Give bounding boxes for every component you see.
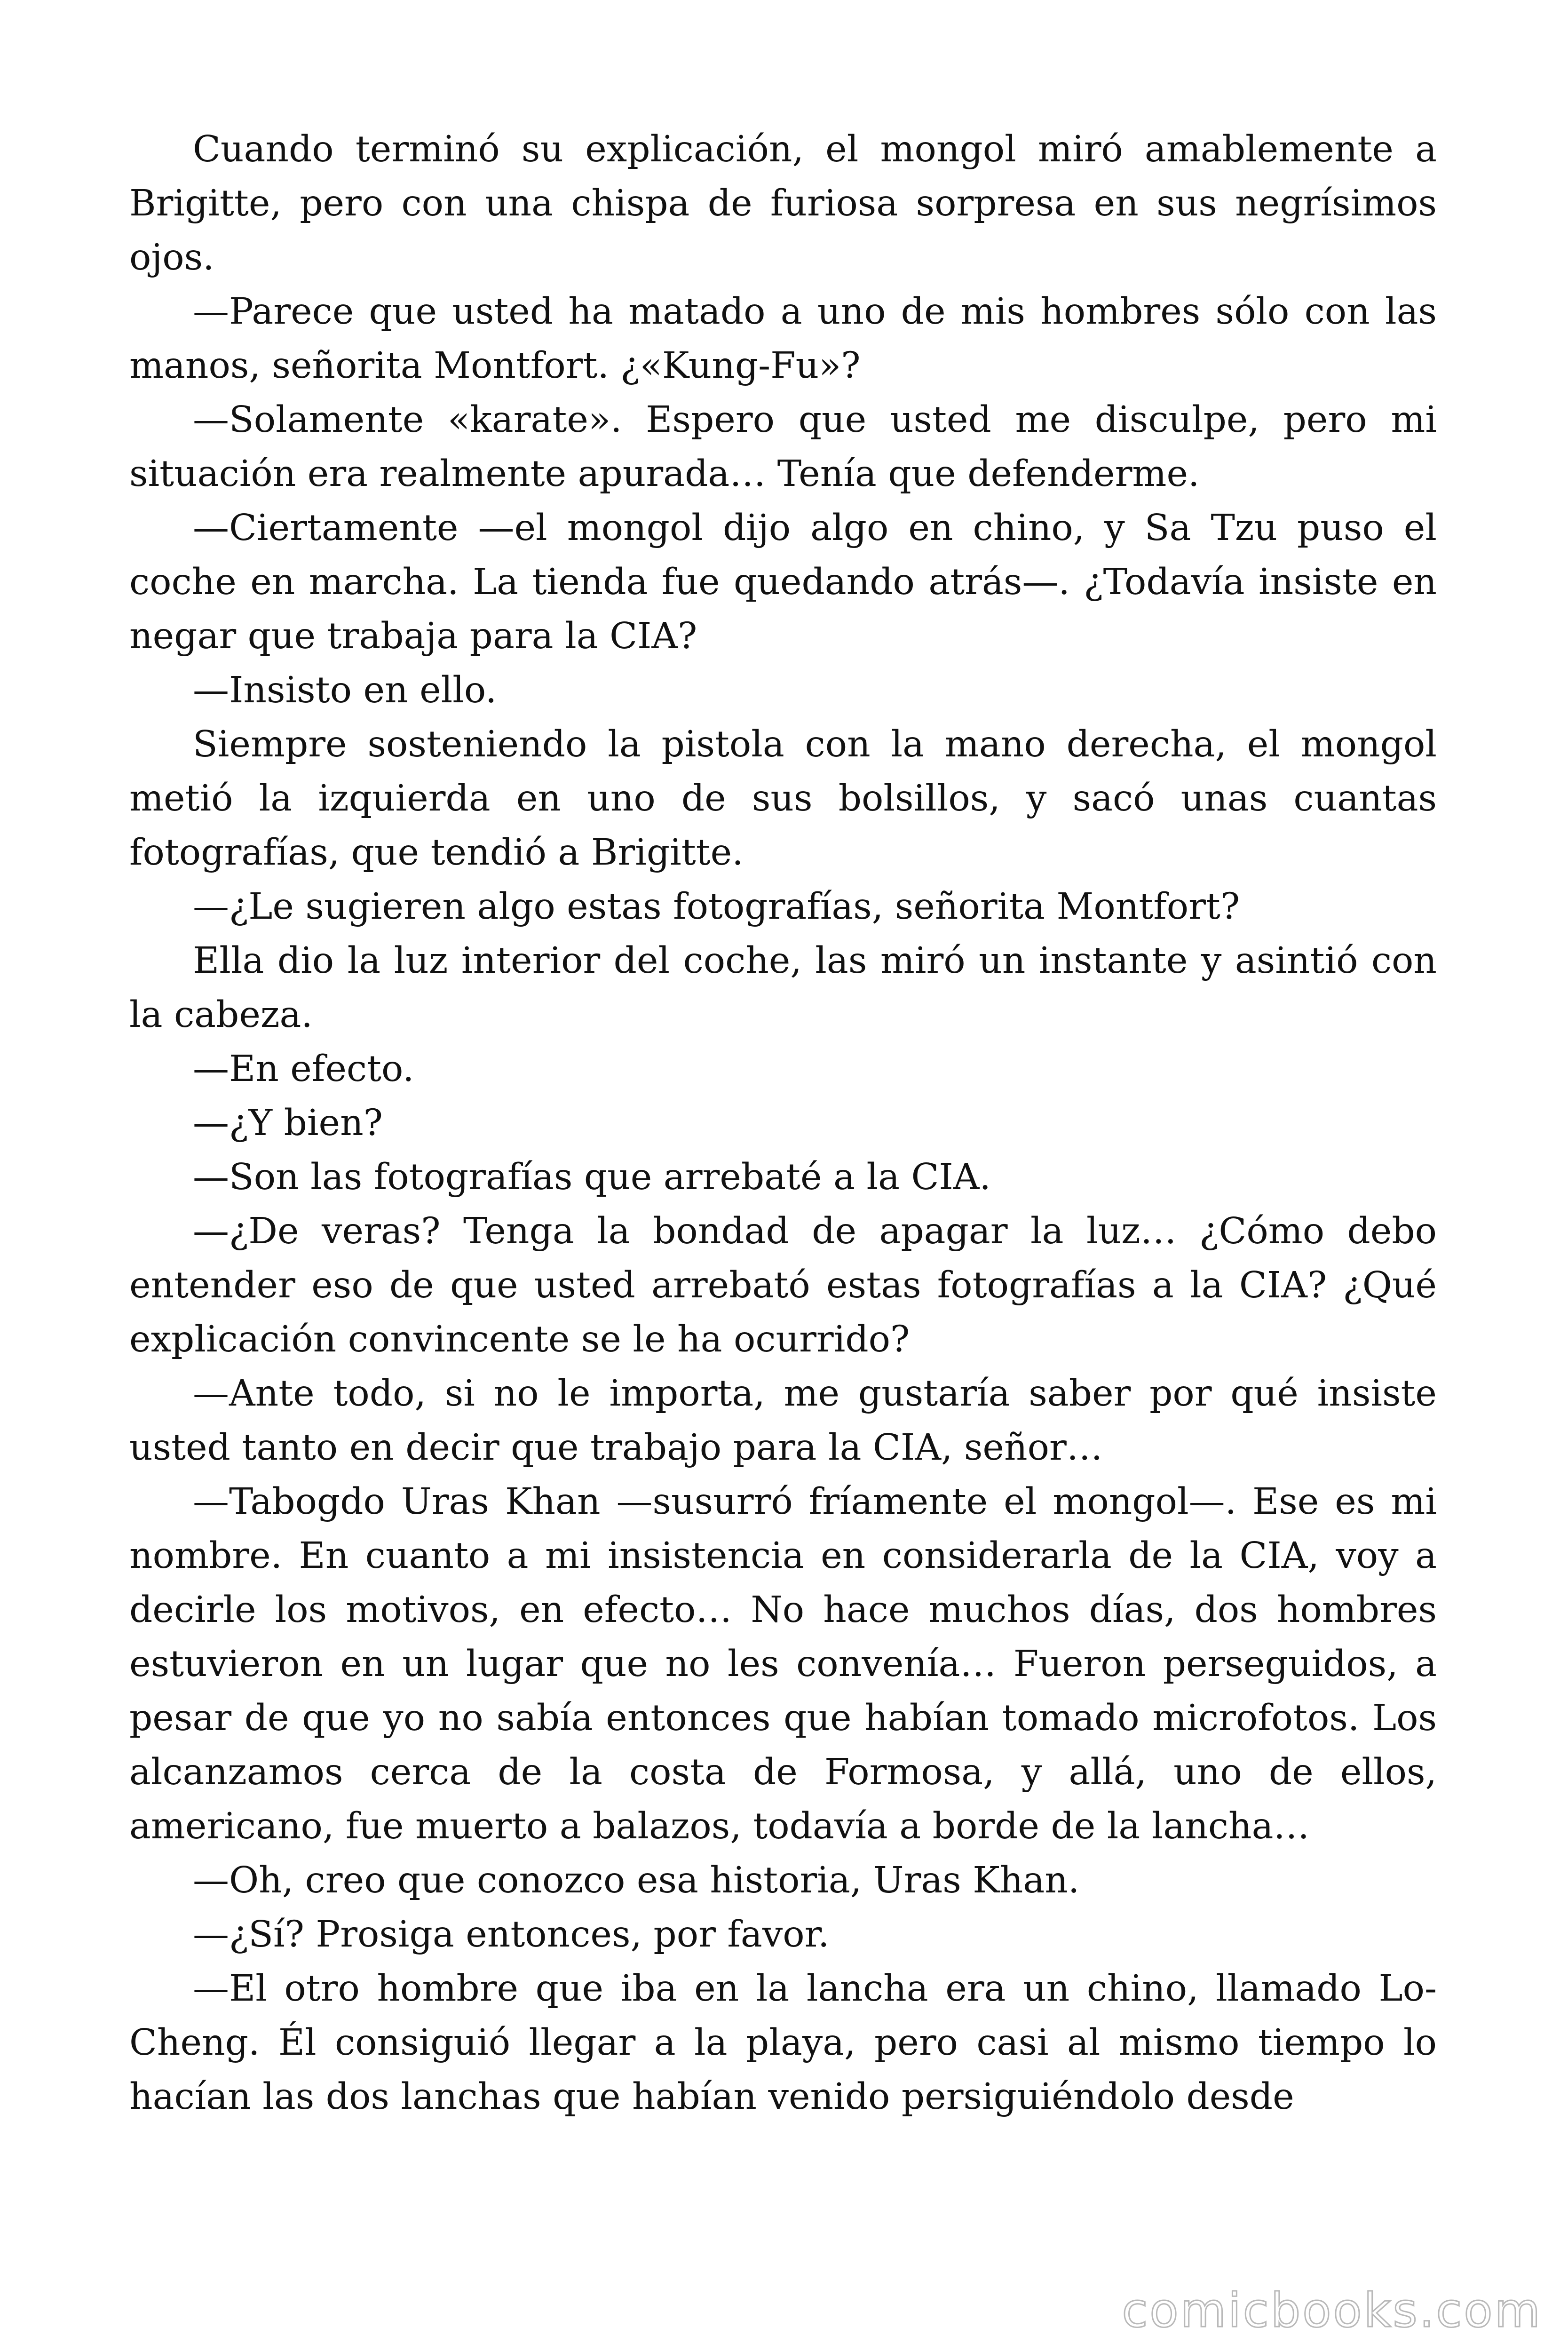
watermark: comicbooks.com xyxy=(1122,2283,1542,2338)
paragraph: —Ante todo, si no le importa, me gustaría saber por qué insiste usted tanto en decir que trabajo para la CIA, señor… xyxy=(129,1373,1437,1469)
paragraph: —Son las fotografías que arrebaté a la CIA. xyxy=(193,1156,991,1198)
paragraph: —¿De veras? Tenga la bondad de apagar la luz… ¿Cómo debo entender eso de que usted arrebató estas fotografías a la CIA? ¿Qué explicación convincente se le ha ocurrido? xyxy=(129,1210,1437,1360)
paragraph: Cuando terminó su explicación, el mongol miró amablemente a Brigitte, pero con una chispa de furiosa sorpresa en sus negrísimos ojos. xyxy=(129,128,1437,278)
paragraph: —Oh, creo que conozco esa historia, Uras Khan. xyxy=(193,1859,1080,1901)
paragraph: —¿Le sugieren algo estas fotografías, señorita Montfort? xyxy=(193,886,1240,928)
paragraph: —En efecto. xyxy=(193,1048,414,1090)
paragraph: —Solamente «karate». Espero que usted me disculpe, pero mi situación era realmente apurada… Tenía que defenderme. xyxy=(129,399,1437,495)
paragraph: —Insisto en ello. xyxy=(193,669,497,711)
paragraph: —El otro hombre que iba en la lancha era un chino, llamado Lo-Cheng. Él consiguió llegar a la playa, pero casi al mismo tiempo lo hacían las dos lanchas que habían venido persiguiéndolo desde xyxy=(129,1968,1437,2118)
paragraph: —¿Y bien? xyxy=(193,1102,383,1144)
paragraph: Ella dio la luz interior del coche, las miró un instante y asintió con la cabeza. xyxy=(129,940,1437,1036)
paragraph: —Tabogdo Uras Khan —susurró fríamente el mongol—. Ese es mi nombre. En cuanto a mi insistencia en considerarla de la CIA, voy a decirle los motivos, en efecto… No hace muchos días, dos hombres estuvieron en un lugar que no les convenía… Fueron perseguidos, a pesar de que yo no sabía entonces que habían tomado microfotos. Los alcanzamos cerca de la costa de Formosa, y allá, uno de ellos, americano, fue muerto a balazos, todavía a borde de la lancha… xyxy=(129,1481,1437,1847)
paragraph: Siempre sosteniendo la pistola con la mano derecha, el mongol metió la izquierda en uno de sus bolsillos, y sacó unas cuantas fotografías, que tendió a Brigitte. xyxy=(129,723,1437,874)
page-body xyxy=(129,122,1437,2124)
paragraph: —Parece que usted ha matado a uno de mis hombres sólo con las manos, señorita Montfort. ¿«Kung-Fu»? xyxy=(129,291,1437,387)
paragraph: —¿Sí? Prosiga entonces, por favor. xyxy=(193,1914,830,1955)
paragraph: —Ciertamente —el mongol dijo algo en chino, y Sa Tzu puso el coche en marcha. La tienda fue quedando atrás—. ¿Todavía insiste en negar que trabaja para la CIA? xyxy=(129,507,1437,657)
